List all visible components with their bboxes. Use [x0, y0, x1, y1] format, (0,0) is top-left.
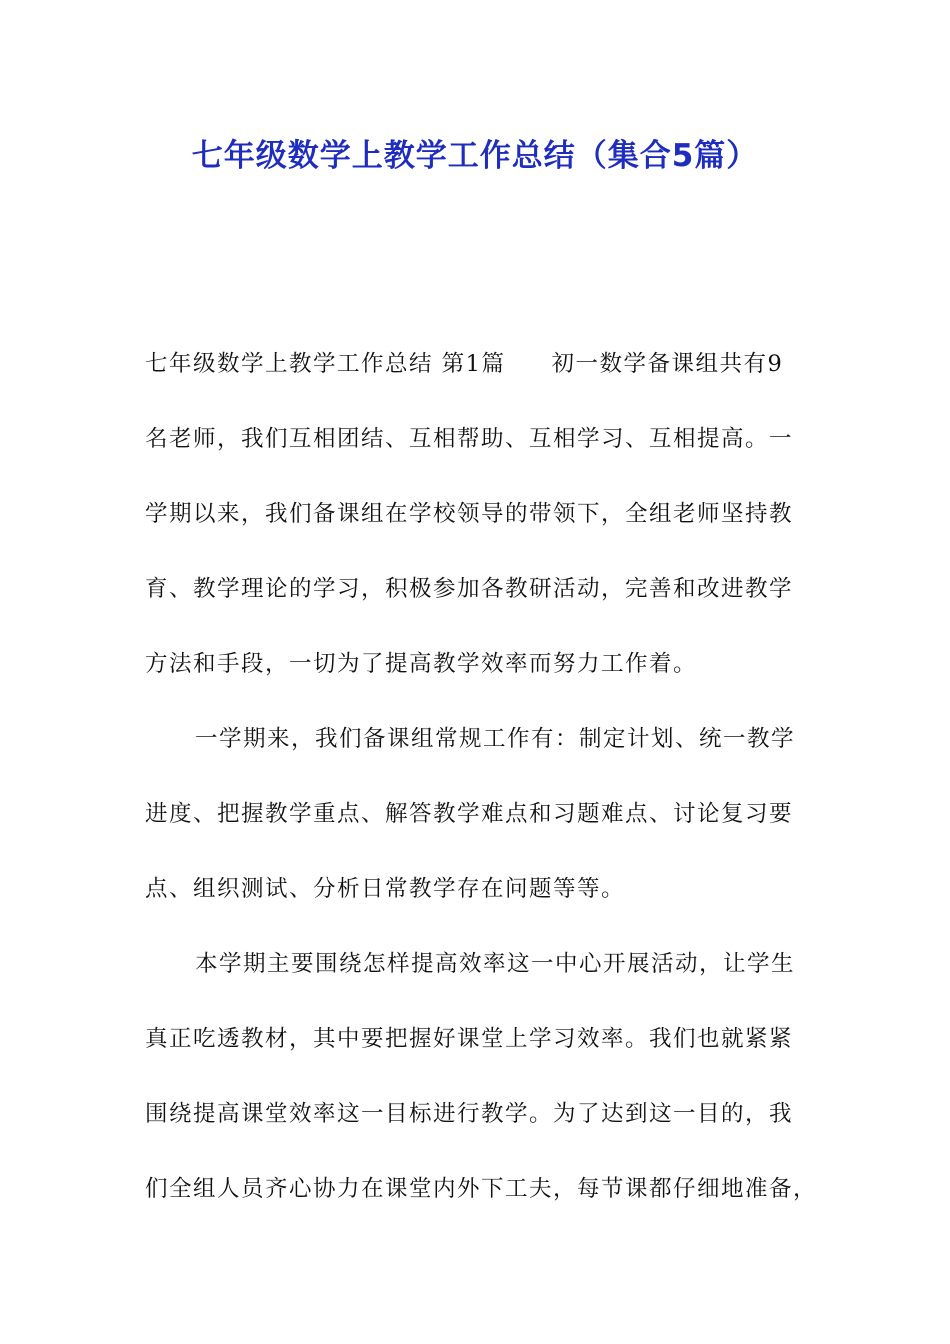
body-line-2: 名老师，我们互相团结、互相帮助、互相学习、互相提高。一	[145, 426, 794, 452]
body-line-1	[145, 346, 783, 378]
body-line-11: 围绕提高课堂效率这一目标进行教学。为了达到这一目的，我	[145, 1101, 794, 1127]
body-line-5: 方法和手段，一切为了提高教学效率而努力工作着。	[145, 651, 698, 677]
document-title: 七年级数学上教学工作总结（集合5篇）	[191, 138, 759, 174]
body-line-3: 学期以来，我们备课组在学校领导的带领下，全组老师坚持教	[145, 501, 794, 527]
body-line-4: 育、教学理论的学习，积极参加各教研活动，完善和改进教学	[145, 576, 794, 602]
body-line-10: 真正吃透教材，其中要把握好课堂上学习效率。我们也就紧紧	[145, 1026, 794, 1052]
body-line-12: 们全组人员齐心协力在课堂内外下工夫，每节课都仔细地准备，	[145, 1176, 818, 1202]
body-line-9: 本学期主要围绕怎样提高效率这一中心开展活动，让学生	[195, 951, 796, 977]
body-text: 初一数学备课组共有9	[551, 351, 784, 377]
section-heading: 七年级数学上教学工作总结 第1篇	[145, 351, 506, 377]
body-line-7: 进度、把握教学重点、解答教学难点和习题难点、讨论复习要	[145, 801, 794, 827]
body-line-6: 一学期来，我们备课组常规工作有：制定计划、统一教学	[195, 726, 796, 752]
body-line-8: 点、组织测试、分析日常教学存在问题等等。	[145, 876, 626, 902]
